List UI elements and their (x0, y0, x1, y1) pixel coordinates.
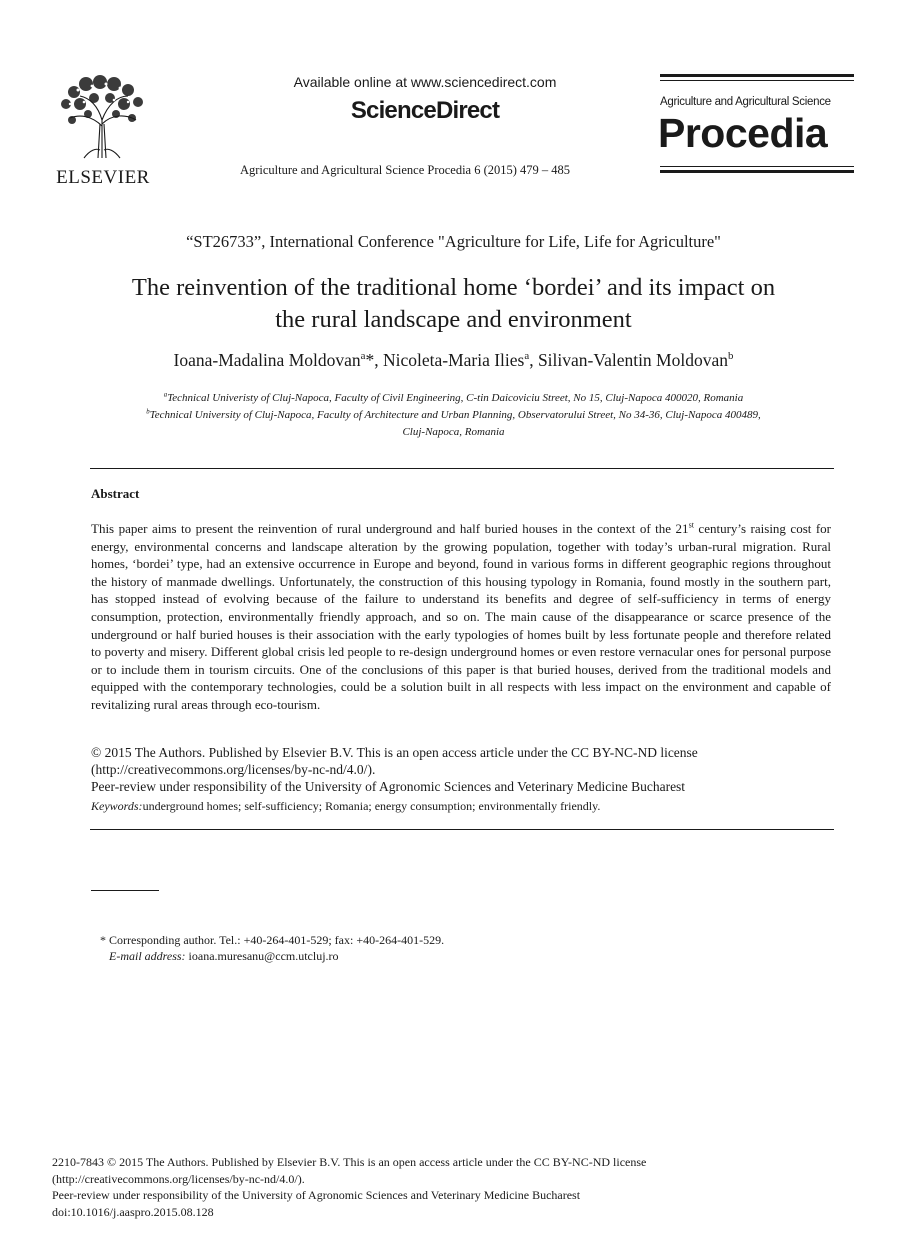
footer-license: (http://creativecommons.org/licenses/by-nc-nd/4.0/). (52, 1171, 305, 1186)
available-online-text: Available online at www.sciencedirect.com (293, 74, 557, 90)
author: Silivan-Valentin Moldovan$^b$ (537, 350, 734, 370)
doi-link[interactable]: doi:10.1016/j.aaspro.2015.08.128 (52, 1204, 214, 1219)
abstract-license (91, 744, 836, 795)
footnote (100, 932, 444, 964)
paper-title (60, 272, 847, 336)
affiliation-b-cont: Cluj-Napoca, Romania (402, 426, 505, 438)
keywords-line (91, 799, 836, 814)
license-line: (http://creativecommons.org/licenses/by-nc-nd/4.0/). (91, 762, 376, 777)
page-footer (52, 1154, 862, 1220)
elsevier-wordmark: ELSEVIER (56, 167, 150, 188)
abstract-body: This paper aims to present the reinvention of rural underground and half buried houses in the context of the 21st century’s raising cost for energy, environmental concerns and landscape alteration by the growing population, together with today’s urban-rural migration. Rural homes, ‘bordei’ type, had an extensive occurrence in Europe and beyond, found in various forms in different geographic regions throughout the history of manmade dwellings. Unfortunately, the construction of this housing typology in Romania, found mostly in the southern part, has stopped instead of evolving because of the failure to understand its benefits and degree of self-sufficiency in terms of energy consumption, protection, environmentally friendly approach, and so on. The main cause of the disappearance or scarce presence of the underground or half buried houses is their association with the early typologies of homes built by less fortunate people and therefore related to poverty and misery. Different global crisis led people to re-design underground homes or even restore vernacular ones for personal purpose or to include them in tourism circuits. One of the conclusions of this paper is that buried houses, derived from the traditional models and equipped with the contemporary technologies, could be a solution built in all respects with less impact on the environment and capable of revitalizing rural areas through eco-tourism. (91, 520, 831, 712)
conference-line: “ST26733”, International Conference "Agriculture for Life, Life for Agriculture" (186, 232, 721, 251)
copyright-line: © 2015 The Authors. Published by Elsevier B.V. This is an open access article under the CC BY-NC-ND license (91, 745, 698, 760)
abstract-top-rule (90, 468, 834, 469)
brand-subject: Agriculture and Agricultural Science (660, 96, 831, 108)
procedia-brand (660, 74, 854, 176)
affiliation-b: $^b$Technical University of Cluj-Napoca, Faculty of Architecture and Urban Planning, Observatorului Street, No 34-36, Cluj-Napoca 400489, (146, 408, 761, 421)
affiliations (60, 390, 847, 441)
brand-bottom-rule (660, 170, 854, 173)
footer-copyright: 2210-7843 © 2015 The Authors. Published by Elsevier B.V. This is an open access article under the CC BY-NC-ND license (52, 1155, 647, 1169)
footnote-rule (91, 890, 159, 891)
license-link[interactable]: http://creativecommons.org/licenses/by-nc-nd/4.0/ (95, 762, 368, 777)
author-list (60, 350, 847, 371)
corresponding-author: * Corresponding author. Tel.: +40-264-401-529; fax: +40-264-401-529. (100, 933, 445, 947)
brand-bottom-rule-thin (660, 166, 854, 167)
elsevier-logo (54, 74, 152, 188)
elsevier-tree-icon (54, 74, 152, 160)
paper-title-line-2: the rural landscape and environment (275, 306, 632, 333)
sciencedirect-logo: ScienceDirect (350, 97, 500, 124)
brand-top-rule (660, 74, 854, 77)
keywords-text: underground homes; self-sufficiency; Romania; energy consumption; environmentally friendly. (142, 799, 601, 813)
email-line: E-mail address: ioana.muresanu@ccm.utcluj.ro (109, 949, 339, 963)
brand-procedia: Procedia (658, 110, 828, 156)
author: Nicoleta-Maria Ilies$^a$, (382, 350, 538, 370)
peer-review-line: Peer-review under responsibility of the University of Agronomic Sciences and Veterinary Medicine Bucharest (91, 779, 686, 794)
abstract-bottom-rule (90, 829, 834, 830)
abstract-heading: Abstract (91, 486, 140, 501)
footer-peer-review: Peer-review under responsibility of the University of Agronomic Sciences and Veterinary Medicine Bucharest (52, 1188, 581, 1202)
author: Ioana-Madalina Moldovan$^a$*, (173, 350, 383, 370)
paper-title-line-1: The reinvention of the traditional home ‘bordei’ and its impact on (131, 274, 776, 301)
affiliation-a: $^a$Technical Univeristy of Cluj-Napoca, Faculty of Civil Engineering, C-tin Daicoviciu Street, No 15, Cluj-Napoca 400020, Romania (163, 391, 744, 404)
journal-citation: Agriculture and Agricultural Science Procedia 6 (2015) 479 – 485 (239, 163, 571, 177)
footer-license-link[interactable]: http://creativecommons.org/licenses/by-nc-nd/4.0/ (56, 1171, 298, 1186)
keywords-label: Keywords: (91, 799, 143, 813)
brand-top-rule-thin (660, 80, 854, 81)
email-link[interactable]: ioana.muresanu@ccm.utcluj.ro (188, 949, 339, 963)
